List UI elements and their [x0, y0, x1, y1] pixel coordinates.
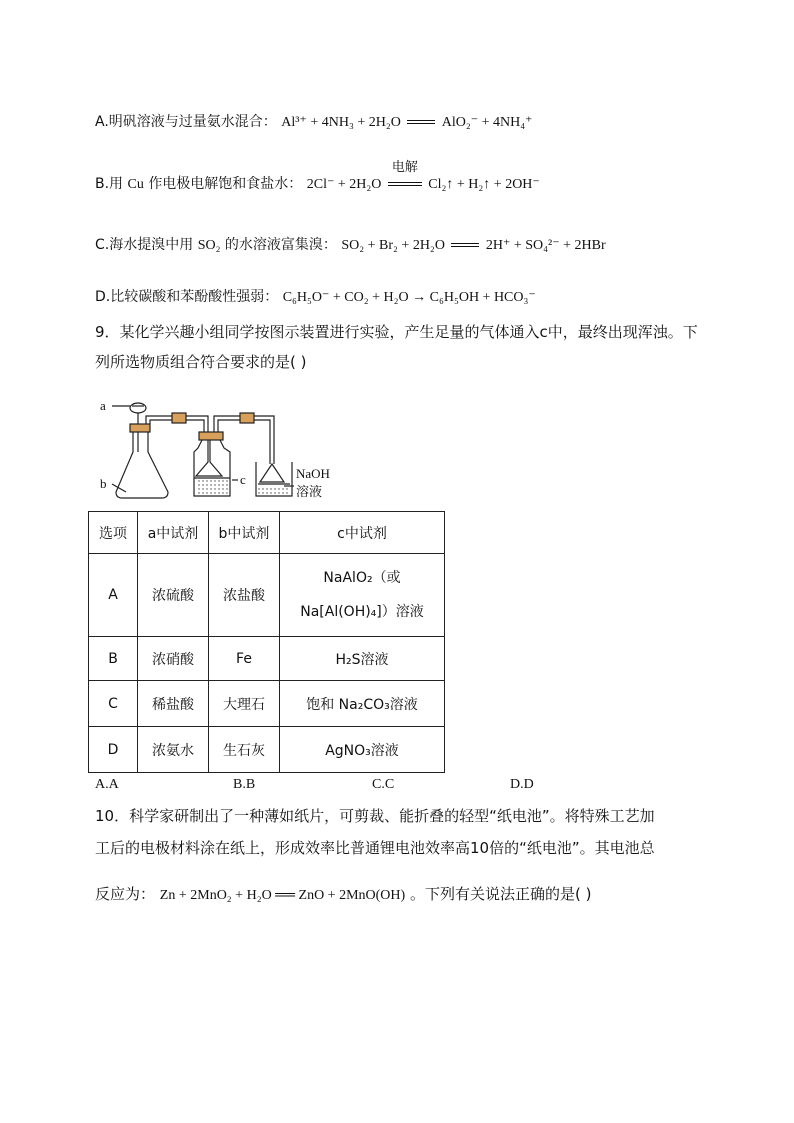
row-b-reagent: 大理石 — [209, 681, 280, 727]
row-c-reagent: AgNO₃溶液 — [280, 727, 445, 773]
row-a-reagent: 浓氨水 — [138, 727, 209, 773]
row-option: C — [89, 681, 138, 727]
table-row — [89, 554, 445, 637]
option-a-label: A.明矾溶液与过量氨水混合： — [95, 114, 277, 130]
table-row — [89, 637, 445, 681]
question-10-line2: 工后的电极材料涂在纸上，形成效率比普通锂电池效率高10倍的“纸电池”。其电池总 — [95, 839, 655, 857]
option-c-so2: SO₂ — [197, 238, 221, 253]
row-b-reagent: 浓盐酸 — [209, 554, 280, 637]
electrolysis-condition: 电解 — [391, 160, 418, 175]
header-option: 选项 — [89, 512, 138, 554]
row-c-line2: Na[Al(OH)₄]）溶液 — [300, 604, 424, 620]
option-c-eq-right: 2H⁺ + SO₄²⁻ + 2HBr — [485, 238, 606, 253]
reagent-table — [88, 511, 445, 773]
row-b-reagent: Fe — [209, 637, 280, 681]
label-naoh: NaOH — [296, 466, 330, 481]
conical-flask — [116, 432, 168, 498]
row-option: D — [89, 727, 138, 773]
question-10-equation: Zn + 2MnO₂ + H₂O ══ ZnO + 2MnO(OH) — [159, 888, 406, 903]
option-b — [95, 160, 540, 196]
apparatus-diagram — [98, 392, 368, 507]
question-10-prefix: 反应为： — [95, 885, 156, 903]
row-option: B — [89, 637, 138, 681]
table-row — [89, 681, 445, 727]
option-b-eq-right: Cl₂↑ + H₂↑ + 2OH⁻ — [428, 177, 540, 192]
row-a-reagent: 浓硝酸 — [138, 637, 209, 681]
label-a: a — [100, 398, 106, 413]
header-b-reagent: b中试剂 — [209, 512, 280, 554]
dropping-funnel-bulb — [130, 403, 146, 413]
question-10-line3 — [95, 879, 705, 911]
label-c: c — [240, 472, 246, 487]
question-9-text: 9．某化学兴趣小组同学按图示装置进行实验，产生足量的气体通入c中，最终出现浑浊。下列所选物质组合符合要求的是( ) — [95, 323, 698, 371]
option-d-label: D.比较碳酸和苯酚酸性强弱： — [95, 289, 279, 305]
option-a-eq-right: AlO₂⁻ + 4NH₄⁺ — [441, 115, 533, 130]
table-header-row — [89, 512, 445, 554]
row-c-line1: NaAlO₂（或 — [323, 570, 401, 586]
electrolysis-arrow — [386, 160, 424, 195]
answer-a[interactable]: A.A — [95, 777, 119, 792]
header-c-reagent: c中试剂 — [280, 512, 445, 554]
row-a-reagent: 浓硫酸 — [138, 554, 209, 637]
absorb-funnel — [260, 464, 284, 482]
equals-sign — [388, 182, 422, 186]
option-c-eq-left: SO₂ + Br₂ + 2H₂O — [341, 238, 445, 253]
option-c-label2: 的水溶液富集溴： — [224, 237, 337, 253]
row-c-reagent: 饱和 Na₂CO₃溶液 — [280, 681, 445, 727]
option-a — [95, 111, 533, 134]
row-a-reagent: 稀盐酸 — [138, 681, 209, 727]
option-c — [95, 234, 606, 257]
label-b: b — [100, 476, 107, 491]
option-b-eq-left: 2Cl⁻ + 2H₂O — [306, 177, 382, 192]
row-c-reagent: H₂S溶液 — [280, 637, 445, 681]
equals-sign — [407, 120, 435, 124]
option-d — [95, 286, 536, 309]
option-b-label: B.用 — [95, 176, 124, 192]
label-solution: 溶液 — [296, 485, 323, 500]
flask-stopper — [130, 424, 150, 432]
row-c-reagent — [280, 554, 445, 637]
option-b-cu: Cu — [127, 177, 144, 192]
answer-c[interactable]: C.C — [372, 777, 395, 792]
option-a-eq-left: Al³⁺ + 4NH₃ + 2H₂O — [281, 115, 401, 130]
row-b-reagent: 生石灰 — [209, 727, 280, 773]
table-row — [89, 727, 445, 773]
option-b-label2: 作电极电解饱和食盐水： — [148, 176, 303, 192]
question-10-suffix: 。下列有关说法正确的是( ) — [409, 885, 592, 903]
option-d-eq: C₆H₅O⁻ + CO₂ + H₂O → C₆H₅OH + HCO₃⁻ — [282, 290, 536, 305]
row-option: A — [89, 554, 138, 637]
header-a-reagent: a中试剂 — [138, 512, 209, 554]
answer-b[interactable]: B.B — [233, 777, 256, 792]
option-c-label: C.海水提溴中用 — [95, 237, 194, 253]
answer-d[interactable]: D.D — [510, 777, 534, 792]
equals-sign — [451, 243, 479, 247]
bottle-stopper — [199, 432, 223, 440]
question-10-line1: 10．科学家研制出了一种薄如纸片，可剪裁、能折叠的轻型“纸电池”。将特殊工艺加 — [95, 807, 655, 825]
